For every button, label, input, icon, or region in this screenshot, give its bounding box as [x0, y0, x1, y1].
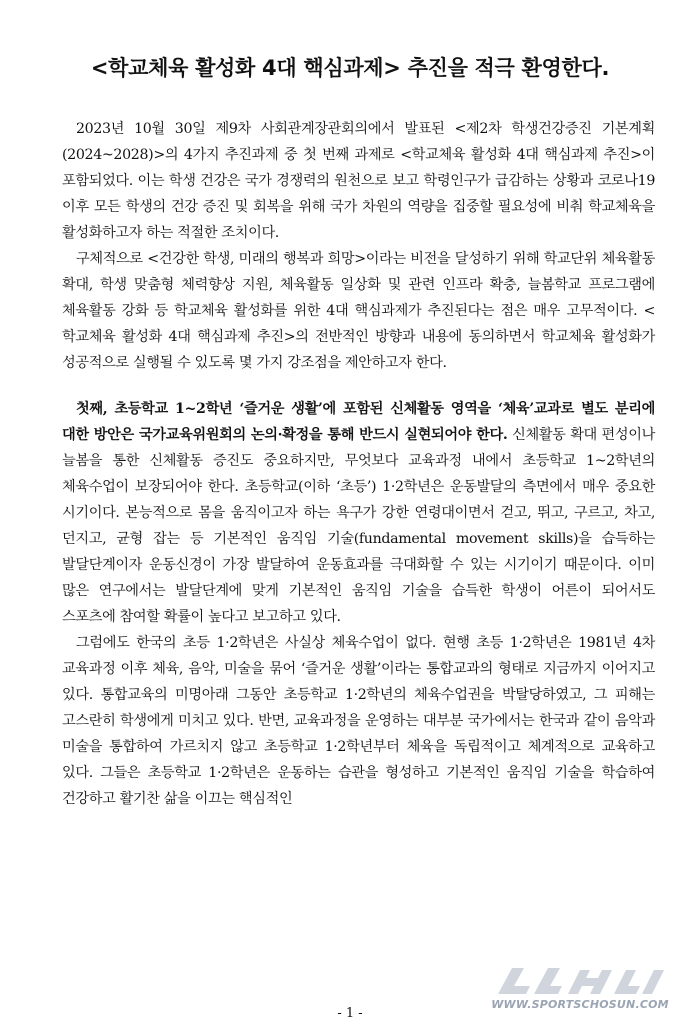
paragraph-intro: 2023년 10월 30일 제9차 사회관계장관회의에서 발표된 <제2차 학생건강증진 기본계획(2024~2028)>의 4가지 추진과제 중 첫 번째 과제로 <학교체육 활성화 4대 핵심과제 추진>이 포함되었다. 이는 학생 건강은 국가 경쟁력의 원천으로 보고 학령인구가 급감하는 상황과 코로나19 이후 모든 학생의 건강 증진 및 회복을 위해 국가 차원의 역량을 집중할 필요성에 비춰 학교체육을 활성화하고자 하는 적절한 조치이다. [62, 121, 655, 241]
page-number: - 1 - [337, 1006, 363, 1021]
sportschosun-logo-icon [490, 960, 670, 1000]
paragraph-first-point [62, 396, 655, 630]
first-point-body: 신체활동 확대 편성이나 늘봄을 통한 신체활동 증진도 중요하지만, 무엇보다 교육과정 내에서 초등학교 1~2학년의 체육수업이 보장되어야 한다. 초등학교(이하 ‘초등’) 1·2학년은 운동발달의 측면에서 매우 중요한 시기이다. 본능적으로 몸을 움직이고자 하는 욕구가 강한 연령대이면서 걷고, 뛰고, 구르고, 차고, 던지고, 균형 잡는 등 기본적인 움직임 기술(fundamental movement skills)을 습득하는 발달단계이자 운동신경이 가장 발달하여 운동효과를 극대화할 수 있는 시기이기 때문이다. 이미 많은 연구에서는 발달단계에 맞게 기본적인 움직임 기술을 습득한 학생이 어른이 되어서도 스포츠에 참여할 확률이 높다고 보고하고 있다. [62, 427, 655, 625]
first-point-headline: 첫째, 초등학교 1~2학년 ‘즐거운 생활’에 포함된 신체활동 영역을 ‘체육’교과로 별도 분리에 대한 방안은 국가교육위원회의 논의·확정을 통해 반드시 실현되어야 한다. [62, 401, 655, 443]
paragraph-current-status: 그럼에도 한국의 초등 1·2학년은 사실상 체육수업이 없다. 현행 초등 1·2학년은 1981년 4차 교육과정 이후 체육, 음악, 미술을 묶어 ‘즐거운 생활’이라는 통합교과의 형태로 지금까지 이어지고 있다. 통합교육의 미명아래 그동안 초등학교 1·2학년의 체육수업권을 박탈당하였고, 그 피해는 고스란히 학생에게 미치고 있다. 반면, 교육과정을 운영하는 대부분 국가에서는 한국과 같이 음악과 미술을 통합하여 가르치지 않고 초등학교 1·2학년부터 체육을 독립적이고 체계적으로 교육하고 있다. 그들은 초등학교 1·2학년은 운동하는 습관을 형성하고 기본적인 움직임 기술을 학습하여 건강하고 활기찬 삶을 이끄는 핵심적인 [62, 635, 655, 807]
paragraph-specifics: 구체적으로 <건강한 학생, 미래의 행복과 희망>이라는 비전을 달성하기 위해 학교단위 체육활동 확대, 학생 맞춤형 체력향상 지원, 체육활동 일상화 및 관련 인프라 확충, 늘봄학교 프로그램에 체육활동 강화 등 학교체육 활성화를 위한 4대 핵심과제가 추진된다는 점은 매우 고무적이다. <학교체육 활성화 4대 핵심과제 추진>의 전반적인 방향과 내용에 동의하면서 학교체육 활성화가 성공적으로 실행될 수 있도록 몇 가지 강조점을 제안하고자 한다. [62, 251, 655, 371]
document-title: <학교체육 활성화 4대 핵심과제> 추진을 적극 환영한다. [90, 56, 610, 80]
watermark-url: WWW.SPORTSCHOSUN.COM [491, 998, 669, 1011]
document-body [62, 116, 655, 812]
